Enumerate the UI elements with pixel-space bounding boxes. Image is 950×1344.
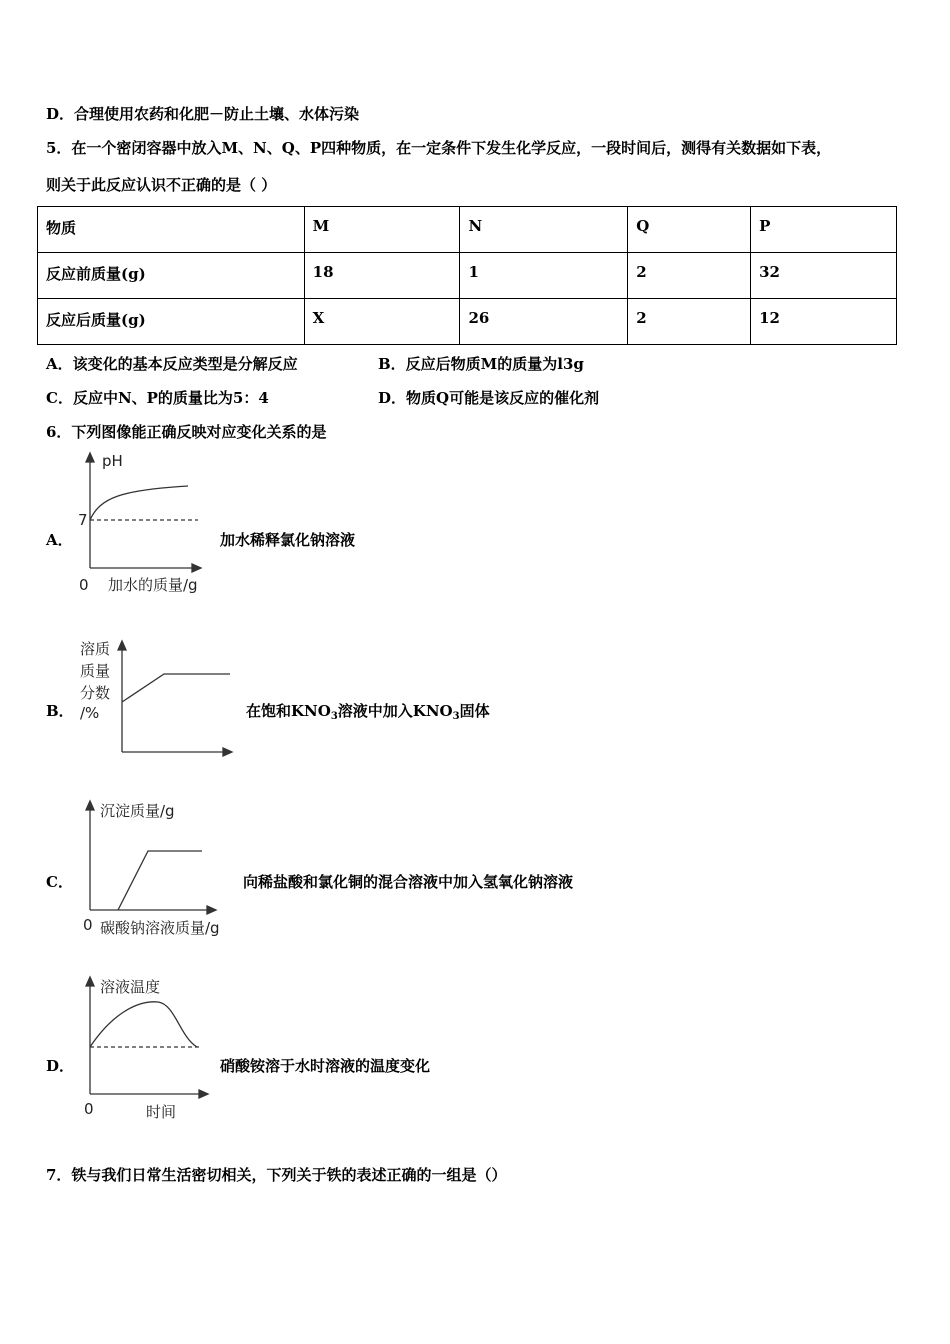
table-row	[38, 253, 897, 299]
x-axis-arrow	[192, 564, 201, 572]
origin-label: 0	[79, 576, 89, 594]
precipitate-line	[118, 851, 202, 910]
y-axis-label: 溶液温度	[100, 978, 161, 996]
q5-stem-line1: 5．在一个密闭容器中放入M、N、Q、P四种物质，在一定条件下发生化学反应，一段时间后，测得有关数据如下表，	[46, 139, 832, 157]
y-axis-label: 沉淀质量/g	[100, 802, 175, 820]
q6-c-graph	[80, 796, 240, 941]
q6-b-desc-part: 固体	[459, 702, 490, 720]
y-axis-label-line: 质量	[80, 662, 111, 680]
q6-b-desc-subscript: 3	[330, 711, 338, 722]
table-cell: X	[304, 299, 460, 345]
table-cell: Q	[628, 207, 751, 253]
ph-curve	[90, 486, 188, 520]
table-cell: 1	[460, 253, 628, 299]
q6-b-desc	[246, 700, 490, 721]
table-cell: 12	[751, 299, 897, 345]
table-header-row	[38, 207, 897, 253]
y-axis-arrow	[86, 977, 94, 986]
table-cell: 物质	[38, 207, 305, 253]
q6-c-label: C．	[46, 873, 73, 891]
x-axis-arrow	[199, 1090, 208, 1098]
q6-b-desc-part: 溶液中加入KNO	[337, 702, 453, 720]
table-cell: 2	[628, 253, 751, 299]
table-cell: M	[304, 207, 460, 253]
q5-option-c: C．反应中N、P的质量比为5：4	[46, 389, 269, 407]
table-cell: P	[751, 207, 897, 253]
x-axis-label: 时间	[146, 1103, 177, 1121]
x-axis-label: 加水的质量/g	[108, 576, 198, 594]
q6-b-desc-subscript: 3	[452, 711, 460, 722]
x-axis-label: 碳酸钠溶液质量/g	[100, 919, 220, 937]
q5-data-table	[37, 206, 897, 345]
y-axis-label-line: 溶质	[80, 640, 111, 658]
q6-d-label: D．	[46, 1057, 75, 1075]
table-cell: 反应前质量(g)	[38, 253, 305, 299]
q6-c-desc: 向稀盐酸和氯化铜的混合溶液中加入氢氧化钠溶液	[243, 873, 574, 891]
y-tick-7: 7	[78, 511, 88, 529]
q5-option-b: B．反应后物质M的质量为l3g	[378, 355, 584, 373]
mass-fraction-line	[122, 674, 230, 702]
y-axis-label-line: /%	[80, 704, 100, 722]
q6-d-desc: 硝酸铵溶于水时溶液的温度变化	[220, 1057, 431, 1075]
q6-d-graph	[80, 972, 230, 1122]
y-axis-arrow	[118, 641, 126, 650]
y-axis-label-line: 分数	[80, 684, 111, 702]
table-cell: 反应后质量(g)	[38, 299, 305, 345]
temperature-curve	[90, 1002, 197, 1047]
q4-option-d: D．合理使用农药和化肥－防止土壤、水体污染	[46, 105, 360, 123]
x-axis-arrow	[223, 748, 232, 756]
x-axis-arrow	[207, 906, 216, 914]
q5-option-d: D．物质Q可能是该反应的催化剂	[378, 389, 600, 407]
q6-b-label: B．	[46, 702, 74, 720]
origin-label: 0	[84, 1100, 94, 1118]
q6-a-desc: 加水稀释氯化钠溶液	[220, 531, 356, 549]
q5-stem-line2: 则关于此反应认识不正确的是（ ）	[46, 176, 277, 194]
table-row	[38, 299, 897, 345]
q6-b-desc-part: 在饱和KNO	[246, 702, 331, 720]
q7-stem: 7．铁与我们日常生活密切相关，下列关于铁的表述正确的一组是（）	[46, 1166, 507, 1184]
table-cell: 26	[460, 299, 628, 345]
table-cell: 18	[304, 253, 460, 299]
y-axis-arrow	[86, 453, 94, 462]
q6-b-graph	[78, 636, 238, 761]
origin-label: 0	[83, 916, 93, 934]
table-cell: 32	[751, 253, 897, 299]
table-cell: N	[460, 207, 628, 253]
y-axis-arrow	[86, 801, 94, 810]
q6-stem: 6．下列图像能正确反映对应变化关系的是	[46, 423, 327, 441]
table-cell: 2	[628, 299, 751, 345]
q5-option-a: A．该变化的基本反应类型是分解反应	[46, 355, 298, 373]
q6-a-graph	[70, 450, 220, 600]
q6-a-label: A．	[46, 531, 73, 549]
y-axis-label: pH	[102, 452, 123, 470]
